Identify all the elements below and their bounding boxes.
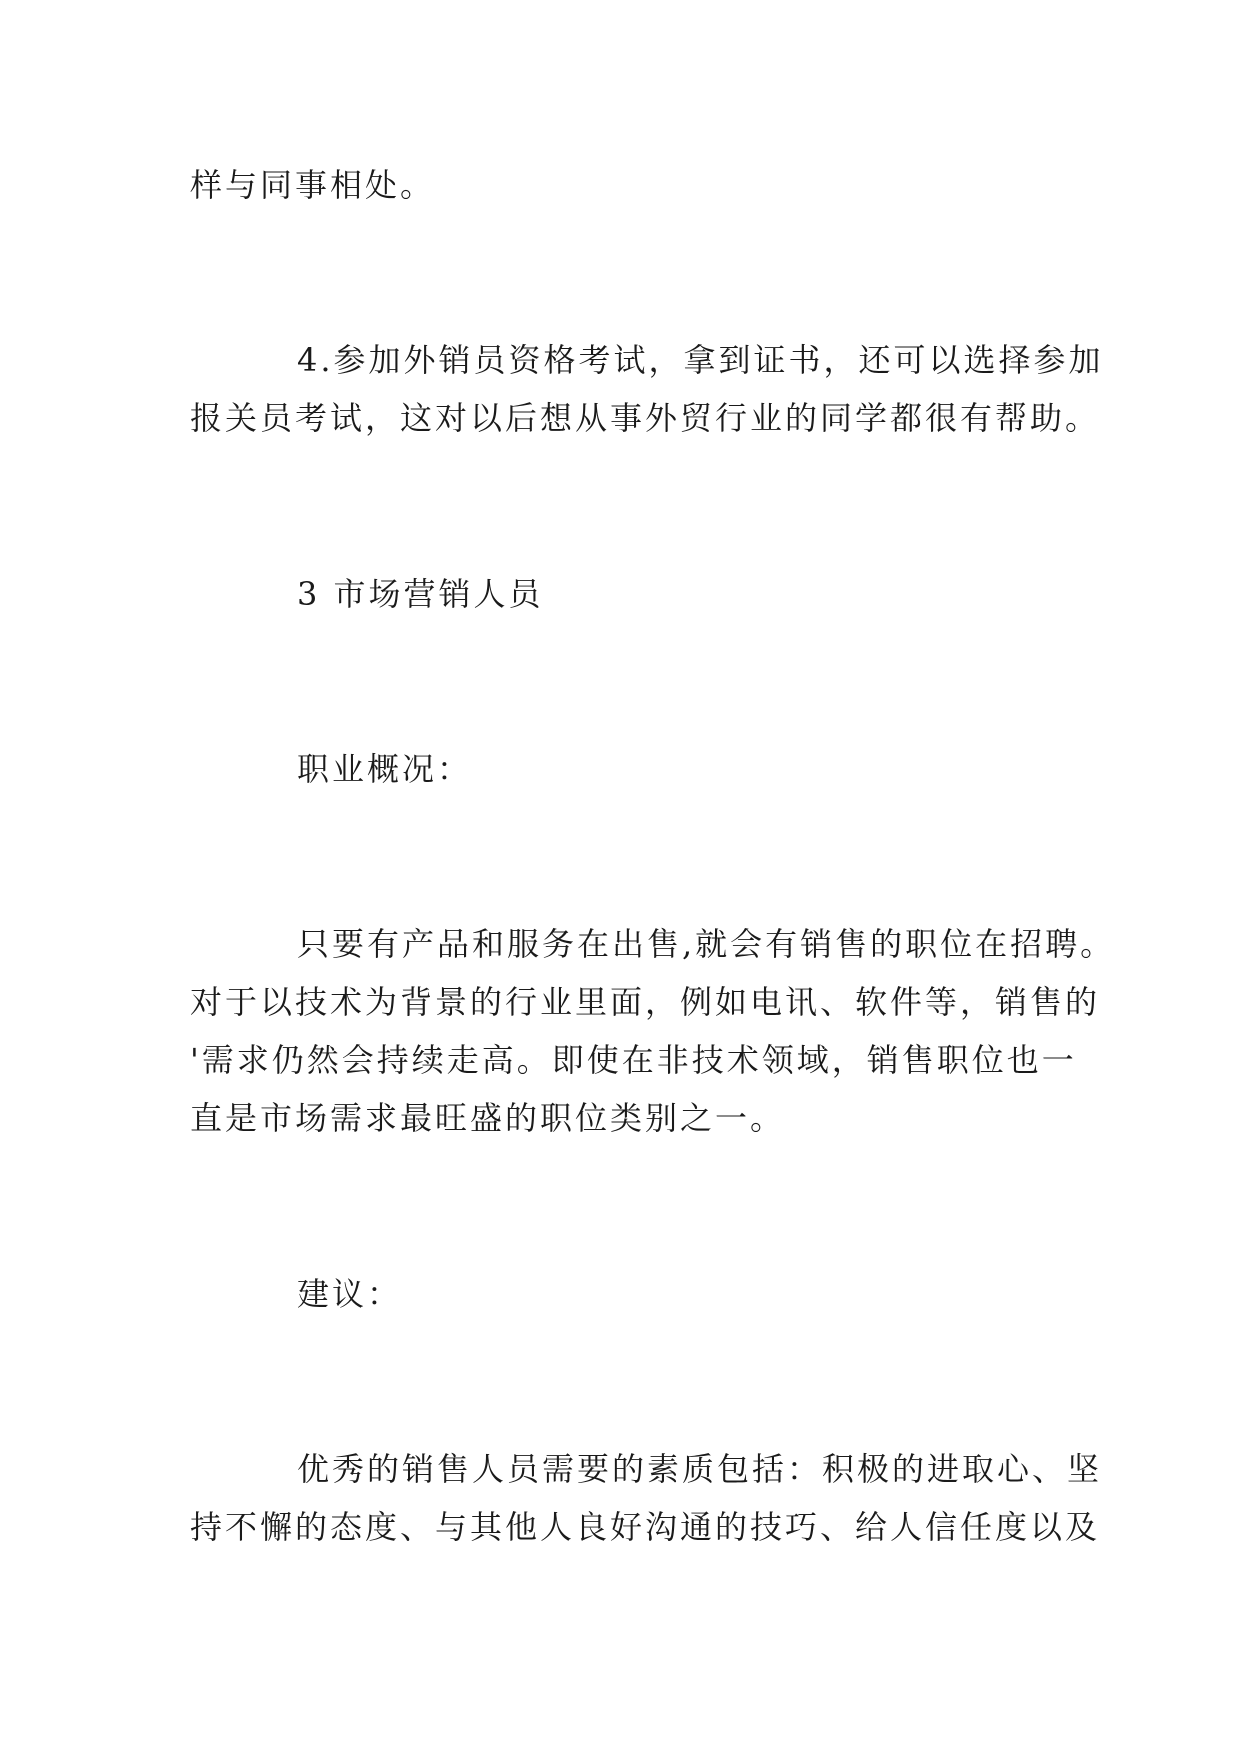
paragraph-line: 持不懈的态度、与其他人良好沟通的技巧、给人信任度以及 [190,1508,1101,1546]
paragraph-line: 样与同事相处。 [190,166,436,204]
subheading-advice: 建议： [297,1275,403,1313]
subheading-overview: 职业概况： [297,750,473,788]
section-heading: 3 市场营销人员 [297,575,544,613]
paragraph-line: 直是市场需求最旺盛的职位类别之一。 [190,1099,786,1137]
paragraph-line: 优秀的销售人员需要的素质包括：积极的进取心、坚 [297,1450,1103,1488]
paragraph-line: 只要有产品和服务在出售,就会有销售的职位在招聘。 [297,925,1116,963]
paragraph-line: 报关员考试，这对以后想从事外贸行业的同学都很有帮助。 [190,399,1101,437]
paragraph-line: 4.参加外销员资格考试，拿到证书，还可以选择参加 [297,341,1104,379]
paragraph-line: '需求仍然会持续走高。即使在非技术领域，销售职位也一 [190,1041,1077,1079]
paragraph-line: 对于以技术为背景的行业里面，例如电讯、软件等，销售的 [190,983,1101,1021]
